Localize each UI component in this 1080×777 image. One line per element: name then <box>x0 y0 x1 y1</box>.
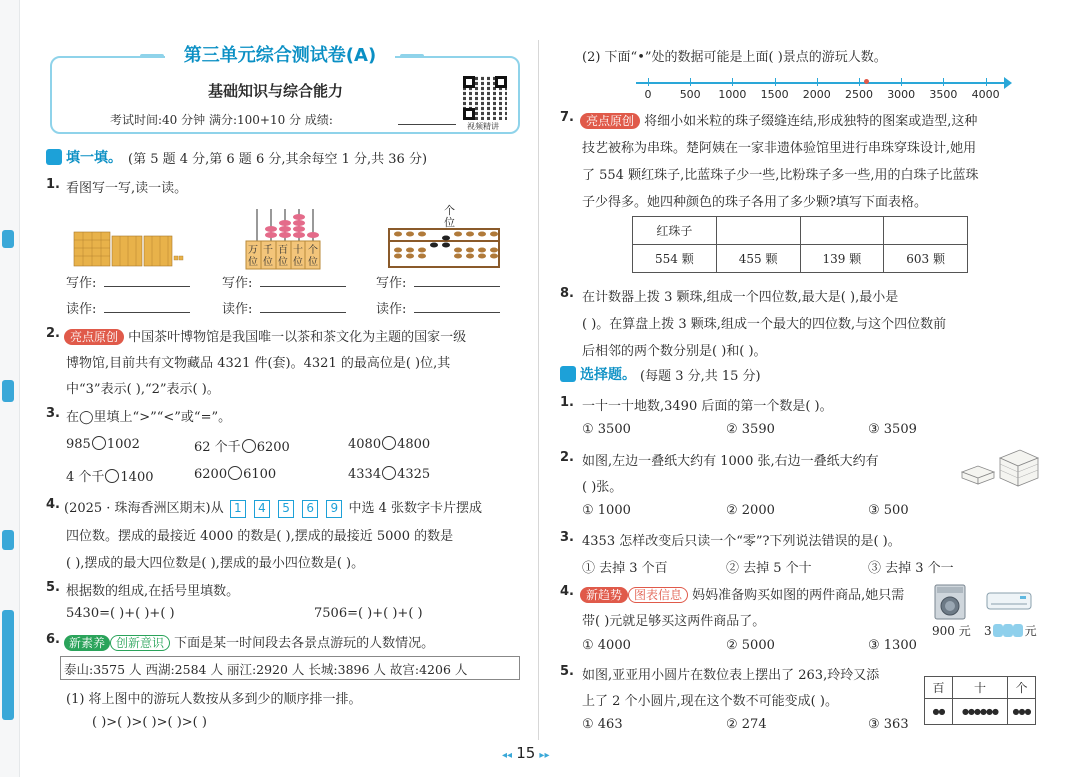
abacus-col-label: 万 <box>248 245 258 256</box>
q3-text: 在◯里填上“>”“<”或“=”。 <box>66 410 232 425</box>
q6-tag-1: 新素养 <box>64 635 110 651</box>
number-line-tick <box>986 78 987 86</box>
number-line <box>636 82 1008 84</box>
q1-write-blank-2[interactable] <box>260 275 346 287</box>
section2-title: 选择题。 <box>580 367 636 383</box>
number-line-tick-label: 1500 <box>760 88 789 101</box>
c2-line-1: 如图,左边一叠纸大约有 1000 张,右边一叠纸大约有 <box>582 454 879 469</box>
c2-option[interactable]: ① 1000 <box>582 503 631 518</box>
c4-price-1: 900 元 <box>932 624 971 638</box>
q7-line-2: 技艺被称为串珠。楚阿姨在一家非遗体验馆里进行串珠穿珠设计,她用 <box>582 141 977 156</box>
c3-option[interactable]: ① 去掉 3 个百 <box>582 561 668 576</box>
q3-item: 4080 4800 <box>348 437 431 452</box>
edge-tab <box>2 230 14 248</box>
q8-line-3: 后相邻的两个数分别是( )和( )。 <box>582 344 767 359</box>
place-value-header: 个 <box>1008 677 1036 699</box>
q5-left: 5430=( )+( )+( ) <box>66 606 175 621</box>
abacus-col-label: 十 <box>293 245 303 256</box>
q7-table-cell: 554 颗 <box>633 245 717 273</box>
q5-number: 5. <box>46 580 60 595</box>
number-line-tick <box>817 78 818 86</box>
suanpan-label-bottom: 位 <box>444 216 455 229</box>
q1-text: 看图写一写,读一读。 <box>66 181 188 196</box>
c5-line-2: 上了 2 个小圆片,现在这个数不可能变成( )。 <box>582 694 838 709</box>
q1-write-blank-1[interactable] <box>104 275 190 287</box>
c5-option[interactable]: ② 274 <box>726 717 767 732</box>
q4-prefix: (2025 · 珠海香洲区期末)从 <box>64 501 224 516</box>
place-value-dots: ●●● <box>1008 699 1036 725</box>
page-number: 15 <box>516 744 536 762</box>
q4-after-cards: 中选 4 张数字卡片摆成 <box>348 501 483 516</box>
q7-tag: 亮点原创 <box>580 113 640 129</box>
c4-number: 4. <box>560 584 574 599</box>
c1-option[interactable]: ① 3500 <box>582 422 631 437</box>
c1-option[interactable]: ② 3590 <box>726 422 775 437</box>
q4-number: 4. <box>46 497 60 512</box>
c2-option[interactable]: ② 2000 <box>726 503 775 518</box>
q7-table-header[interactable] <box>800 217 884 245</box>
abacus-col-label: 千 <box>263 245 273 256</box>
c4-price-2 <box>984 622 1037 639</box>
compare-circle[interactable] <box>92 436 106 450</box>
place-value-table <box>924 676 1036 725</box>
digit-card: 4 <box>254 500 270 518</box>
q4-line-1 <box>64 497 482 518</box>
c4-tag-2: 图表信息 <box>628 587 688 603</box>
section-badge-icon <box>46 149 62 165</box>
q2-tag: 亮点原创 <box>64 329 124 345</box>
number-line-tick-label: 3000 <box>887 88 916 101</box>
q3-item: 4334 4325 <box>348 467 431 482</box>
page-subtitle: 基础知识与综合能力 <box>208 82 344 100</box>
q1-read-label: 读作: <box>222 302 253 317</box>
c5-number: 5. <box>560 664 574 679</box>
q3-item: 985 1002 <box>66 437 140 452</box>
number-line-tick <box>648 78 649 86</box>
c1-number: 1. <box>560 395 574 410</box>
place-value-header: 百 <box>925 677 953 699</box>
q3-item: 62 个千 6200 <box>194 440 290 455</box>
washing-machine-icon <box>934 584 966 620</box>
q1-read-blank-2[interactable] <box>260 301 346 313</box>
q7-table-header[interactable] <box>884 217 968 245</box>
c1-text: 一十一十地数,3490 后面的第一个数是( )。 <box>582 399 833 414</box>
digit-card: 5 <box>278 500 294 518</box>
compare-circle[interactable] <box>105 469 119 483</box>
abacus-row-label: 位 <box>263 257 273 268</box>
title-decoration <box>140 54 164 58</box>
number-line-tick-label: 0 <box>644 88 652 101</box>
q3-item: 4 个千 1400 <box>66 470 154 485</box>
q7-line-1 <box>580 110 977 129</box>
ink-blot-icon <box>1013 624 1023 637</box>
qr-corner <box>463 76 475 88</box>
q4-line-3: ( ),摆成的最大四位数是( ),摆成的最小四位数是( )。 <box>66 556 365 571</box>
q7-number: 7. <box>560 110 574 125</box>
q2-number: 2. <box>46 326 60 341</box>
q1-write-label: 写作: <box>66 276 97 291</box>
c4-text-1: 妈妈准备购买如图的两件商品,她只需 <box>692 588 905 603</box>
ink-blot-icon <box>1003 624 1013 637</box>
page-footer <box>502 744 549 762</box>
c3-number: 3. <box>560 530 574 545</box>
c5-option[interactable]: ① 463 <box>582 717 623 732</box>
c4-price-2-suffix: 元 <box>1024 624 1037 638</box>
c1-option[interactable]: ③ 3509 <box>868 422 917 437</box>
c2-option[interactable]: ③ 500 <box>868 503 909 518</box>
q7-table-cell: 455 颗 <box>716 245 800 273</box>
qr-corner <box>463 108 475 120</box>
q6-order: ( )>( )>( )>( )>( ) <box>92 715 207 730</box>
section-badge-icon <box>560 366 576 382</box>
q6-sub-2: (2) 下面“•”处的数据可能是上面( )景点的游玩人数。 <box>582 50 887 65</box>
c3-option[interactable]: ③ 去掉 3 个一 <box>868 561 954 576</box>
q1-read-blank-1[interactable] <box>104 301 190 313</box>
q6-text: 下面是某一时间段去各景点游玩的人数情况。 <box>174 636 435 651</box>
compare-circle[interactable] <box>382 436 396 450</box>
abacus-row-label: 位 <box>248 257 258 268</box>
q1-write-blank-3[interactable] <box>414 275 500 287</box>
abacus-row-label: 位 <box>278 257 288 268</box>
q1-read-label: 读作: <box>66 302 97 317</box>
place-value-dots: ●● <box>925 699 953 725</box>
number-line-tick <box>901 78 902 86</box>
edge-tab <box>2 610 14 720</box>
place-value-dots: ●●●●●● <box>953 699 1008 725</box>
q6-sub-1: (1) 将上图中的游玩人数按从多到少的顺序排一排。 <box>66 692 362 707</box>
compare-circle[interactable] <box>242 439 256 453</box>
q1-write-label: 写作: <box>222 276 253 291</box>
title-decoration <box>400 54 424 58</box>
q7-text-1: 将细小如米粒的珠子缀缝连结,形成独特的图案或造型,这种 <box>644 114 978 129</box>
c4-option[interactable]: ① 4000 <box>582 638 631 653</box>
edge-tab <box>2 380 14 402</box>
abacus-row-label: 位 <box>293 257 303 268</box>
suanpan-image <box>388 228 500 268</box>
c4-price-2-prefix: 3 <box>984 624 992 638</box>
q2-text-1: 中国茶叶博物馆是我国唯一以茶和茶文化为主题的国家一级 <box>128 330 467 345</box>
edge-tab <box>2 530 14 550</box>
abacus-row-label: 位 <box>308 257 318 268</box>
q2-line-2: 博物馆,目前共有文物藏品 4321 件(套)。4321 的最高位是( )位,其 <box>66 356 451 371</box>
c3-option[interactable]: ② 去掉 5 个十 <box>726 561 812 576</box>
c5-option[interactable]: ③ 363 <box>868 717 909 732</box>
page-spine <box>538 40 539 740</box>
c2-line-2: ( )张。 <box>582 480 623 495</box>
number-line-tick-label: 2000 <box>802 88 831 101</box>
next-arrow-icon: ▸▸ <box>539 750 550 761</box>
q1-read-blank-3[interactable] <box>414 301 500 313</box>
q5-text: 根据数的组成,在括号里填数。 <box>66 584 240 599</box>
page-title-bar <box>165 40 395 72</box>
q6-number: 6. <box>46 632 60 647</box>
compare-circle[interactable] <box>228 466 242 480</box>
q6-line-1 <box>64 632 434 651</box>
c4-option[interactable]: ② 5000 <box>726 638 775 653</box>
place-value-blocks-image <box>72 228 184 268</box>
q8-line-1: 在计数器上拨 3 颗珠,组成一个四位数,最大是( ),最小是 <box>582 290 899 305</box>
q2-line-3: 中“3”表示( ),“2”表示( )。 <box>66 382 220 397</box>
compare-circle[interactable] <box>382 466 396 480</box>
c3-text: 4353 怎样改变后只读一个“零”?下列说法错误的是( )。 <box>582 534 901 549</box>
q7-table <box>632 216 968 273</box>
paper-stacks-image <box>960 444 1040 488</box>
q2-line-1 <box>64 326 466 345</box>
number-line-arrow-icon <box>1004 77 1012 89</box>
number-line-tick <box>690 78 691 86</box>
c5-line-1: 如图,亚亚用小圆片在数位表上摆出了 263,玲玲又添 <box>582 668 880 683</box>
c2-number: 2. <box>560 450 574 465</box>
digit-card: 9 <box>326 500 342 518</box>
number-line-tick <box>943 78 944 86</box>
air-conditioner-icon <box>986 592 1032 612</box>
section1-note: (第 5 题 4 分,第 6 题 6 分,其余每空 1 分,共 36 分) <box>128 152 428 167</box>
q8-line-2: ( )。在算盘上拨 3 颗珠,组成一个最大的四位数,与这个四位数前 <box>582 317 947 332</box>
q6-tag-2: 创新意识 <box>110 635 170 651</box>
number-line-tick <box>775 78 776 86</box>
q4-line-2: 四位数。摆成的最接近 4000 的数是( ),摆成的最接近 5000 的数是 <box>66 529 454 544</box>
counting-frame-image <box>243 205 321 271</box>
c4-line-1 <box>580 584 904 603</box>
number-line-tick-label: 2500 <box>845 88 873 101</box>
c4-option[interactable]: ③ 1300 <box>868 638 917 653</box>
q7-table-cell: 139 颗 <box>800 245 884 273</box>
qr-label: 视频精讲 <box>467 122 499 131</box>
ink-blot-icon <box>993 624 1003 637</box>
section2-note: (每题 3 分,共 15 分) <box>640 369 761 384</box>
abacus-col-label: 百 <box>278 245 288 256</box>
q3-item: 6200 6100 <box>194 467 277 482</box>
q1-read-label: 读作: <box>376 302 407 317</box>
digit-card: 1 <box>230 500 246 518</box>
number-line-tick <box>732 78 733 86</box>
number-line-tick-label: 4000 <box>971 88 1000 101</box>
number-line-dot <box>864 79 869 84</box>
number-line-tick-label: 500 <box>679 88 701 101</box>
page-title: 第三单元综合测试卷(A) <box>183 45 377 66</box>
qr-corner <box>495 76 507 88</box>
q5-right: 7506=( )+( )+( ) <box>314 606 423 621</box>
suanpan-label-top: 个 <box>444 204 455 217</box>
q1-number: 1. <box>46 177 60 192</box>
c4-line-2: 带( )元就足够买这两件商品了。 <box>582 614 766 629</box>
q6-data: 泰山:3575 人 西湖:2584 人 丽江:2920 人 长城:3896 人 故宫:4206 人 <box>64 662 468 677</box>
prev-arrow-icon: ◂◂ <box>502 750 513 761</box>
number-line-tick-label: 1000 <box>718 88 747 101</box>
c4-tag-1: 新趋势 <box>580 587 628 603</box>
q7-table-header: 红珠子 <box>633 217 717 245</box>
q7-line-4: 子少得多。她四种颜色的珠子各用了多少颗?填写下面表格。 <box>582 195 927 210</box>
place-value-header: 十 <box>953 677 1008 699</box>
exam-meta: 考试时间:40 分钟 满分:100+10 分 成绩: <box>110 113 333 127</box>
abacus-col-label: 个 <box>308 245 318 256</box>
q3-number: 3. <box>46 406 60 421</box>
q8-number: 8. <box>560 286 574 301</box>
q7-table-cell: 603 颗 <box>884 245 968 273</box>
section1-title: 填一填。 <box>66 150 122 166</box>
q7-table-header[interactable] <box>716 217 800 245</box>
q1-write-label: 写作: <box>376 276 407 291</box>
number-line-tick <box>859 78 860 86</box>
digit-card: 6 <box>302 500 318 518</box>
q7-line-3: 了 554 颗红珠子,比蓝珠子少一些,比粉珠子多一些,用的白珠子比蓝珠 <box>582 168 979 183</box>
number-line-tick-label: 3500 <box>929 88 958 101</box>
score-blank[interactable] <box>398 113 456 125</box>
